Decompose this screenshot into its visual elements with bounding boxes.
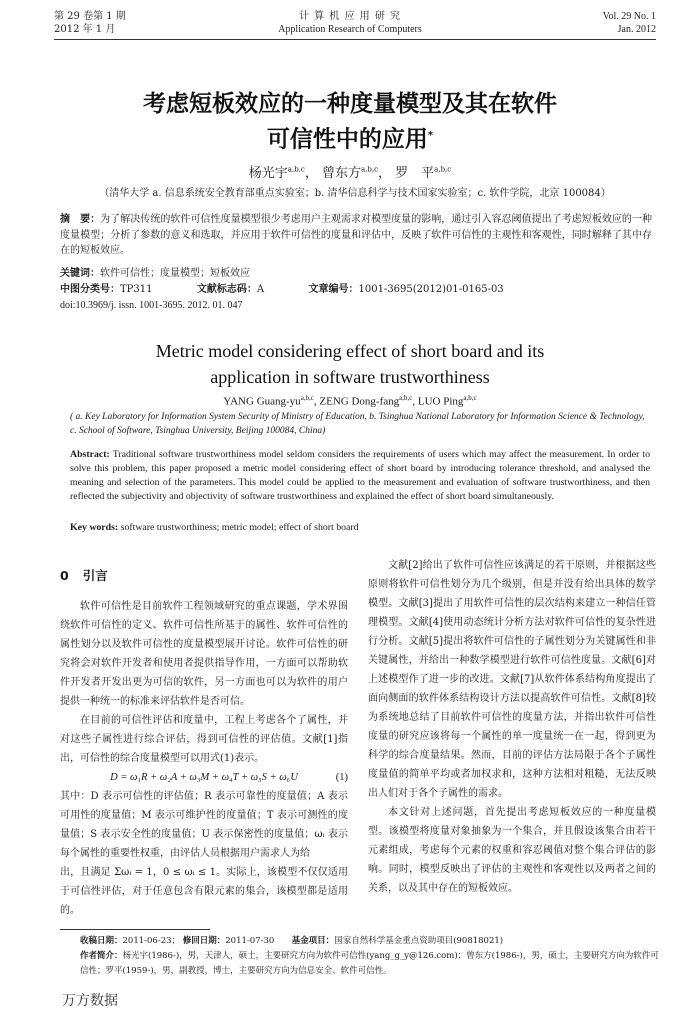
paragraph: 其中：D 表示可信性的评估值；R 表示可靠性的度量值；A 表示可用性的度量值；M 表示可维护性的度量值；T 表示可测性的度量值；S 表示安全性的度量值；U 表示保密性的度量值；ωᵢ 表示每个属性的重要性权重，由评估人员根据用户需求人为给 bbox=[60, 791, 348, 859]
journal-volume-en: Vol. 29 No. 1 Jan. 2012 bbox=[602, 11, 656, 35]
authors-en: YANG Guang-yu$^{a,b,c}$, ZENG Dong-fang$^{a,b,c}$, LUO Ping$^{a,b,c}$ bbox=[223, 394, 477, 408]
keywords-cn: 关键词：软件可信性；度量模型；短板效应 bbox=[60, 268, 250, 279]
paragraph: 文献[2]给出了软件可信性应该满足的若干原则，并根据这些原则将软件可信性划分为几个级别，但是并没有给出具体的数学模型。文献[3]提出了用软件可信性的层次结构来建立一种信任管理模型。文献[4]使用动态统计分析方法对软件可信性的复杂性进行分析。文献[5]提出将软件可信性的子属性划分为关键属性和非关键属性，并给出一种数学模型进行软件可信性度量。文献[6]对上述模型作了进一步的改进。文献[7]从软件体系结构角度提出了面向侧面的软件体系结构设计方法以提高软件可信性。文献[8]较为系统地总结了目前软件可信性的度量方法，并指出软件可信性度量的研究应该将每一个属性的单一度量统一在一起，得到更为科学的综合度量结果。然而，目前的评估方法局限于各个子属性度量值的简单平均或者加权求和，这种方法相对粗糙，无法反映出人们对于各个子属性的需求。 bbox=[368, 560, 656, 799]
wanfang-watermark: 万方数据 bbox=[62, 993, 118, 1009]
left-column bbox=[60, 597, 348, 920]
header-rule bbox=[54, 39, 656, 40]
journal-name: 计 算 机 应 用 研 究 Application Research of Computers bbox=[278, 11, 422, 35]
classification-line: 中图分类号：TP311 文献标志码：A 文章编号：1001-3695(2012)01-0165-03 bbox=[60, 284, 504, 295]
section-heading-intro: 0 引言 bbox=[60, 568, 108, 583]
paragraph: 软件可信性是目前软件工程领域研究的重点课题，学术界围绕软件可信性的定义、软件可信性所基于的属性、软件可信性的属性划分以及软件可信性的度量模型展开讨论。软件可信性的研究将会对软件开发者和使用者提供指导作用，一方面可以帮助软件开发者开发出更为可信的软件，另一方面也可以为软件的用户提供一种统一的标准来评估软件是否可信。 bbox=[60, 601, 348, 707]
paper-title-cn: 考虑短板效应的一种度量模型及其在软件 可信性中的应用* bbox=[143, 91, 557, 153]
paragraph: 出，且满足 Σωᵢ = 1，0 ≤ ωᵢ ≤ 1。实际上，该模型不仅仅适用于可信性评估，对于任意包含有限元素的集合，该模型都是适用的。 bbox=[60, 867, 348, 916]
paragraph: 本文针对上述问题，首先提出考虑短板效应的一种度量模型。该模型将度量对象抽象为一个集合，并且假设该集合由若干元素组成，考虑每个元素的权重和容忍阈值对整个集合评估的影响。同时，模型反映出了评估的主观性和客观性以及两者之间的关系，以及其中存在的短板效应。 bbox=[368, 807, 656, 894]
abstract-cn: 摘 要：为了解决传统的软件可信性度量模型很少考虑用户主观需求对模型度量的影响，通过引入容忍阈值提出了考虑短板效应的一种度量模型；分析了参数的意义和选取，并应用于软件可信性的度量和评估中，反映了软件可信性的主观性和客观性，同时解释了其中存在的短板效应。 bbox=[60, 214, 653, 256]
doi: doi:10.3969/j. issn. 1001-3695. 2012. 01. 047 bbox=[60, 300, 243, 311]
keywords-en: Key words: software trustworthiness; metric model; effect of short board bbox=[70, 522, 359, 533]
footnote-rule bbox=[60, 929, 210, 930]
paragraph: 在目前的可信性评估和度量中，工程上考虑各个了属性，并对这些子属性进行综合评估，得到可信性的评估值。文献[1]指出，可信性的综合度量模型可以用式(1)表示。 bbox=[60, 715, 348, 764]
equation-1: D = ω₁R + ω₂A + ω₃M + ω₄T + ω₅S + ω₆U (1) bbox=[110, 772, 348, 783]
right-column bbox=[368, 556, 656, 898]
abstract-en: Abstract: Traditional software trustworthiness model seldom considers the requirements of users which may affect the measurement. In order to solve this problem, this paper proposed a metric model considering effect of short board by introducing tolerance threshold, and analysed the meaning and selection of the parameters. This model could be applied to the measurement and evaluation of software trustworthiness, and then reflected the subjectivity and objectivity of software trustworthiness and explained the effect of short board simultaneously. bbox=[70, 449, 650, 502]
paper-title-en: Metric model considering effect of short board and its application in software trustworthiness bbox=[155, 341, 545, 387]
journal-volume-cn: 第 29 卷第 1 期 2012 年 1 月 bbox=[54, 11, 126, 35]
affiliation-cn: （清华大学 a. 信息系统安全教育部重点实验室；b. 清华信息科学与技术国家实验室；c. 软件学院，北京 100084） bbox=[99, 188, 611, 199]
footnote: 收稿日期：2011-06-23； 修回日期：2011-07-30 基金项目：国家自然科学基金重点资助项目(90818021) 作者简介：杨光宇(1986-)，男，天津人，硕士，主要研究方向为软件可信性(yang_g_y@126.com)；曾东方(1986-)，男，硕士，主要研究方向为软件可信性；罗平(1959-)，男，副教授，博士，主要研究方向为信息安全、软件可信性。 bbox=[80, 936, 659, 976]
affiliation-en: ( a. Key Laboratory for Information System Security of Ministry of Education, b. Tsinghua National Laboratory for Information Science & Technology, c. School of Software, Tsinghua University, Beijing 100084, China) bbox=[70, 412, 645, 436]
authors-cn: 杨光宇$^{a,b,c}$， 曾东方$^{a,b,c}$， 罗 平$^{a,b,c}$ bbox=[248, 165, 452, 181]
